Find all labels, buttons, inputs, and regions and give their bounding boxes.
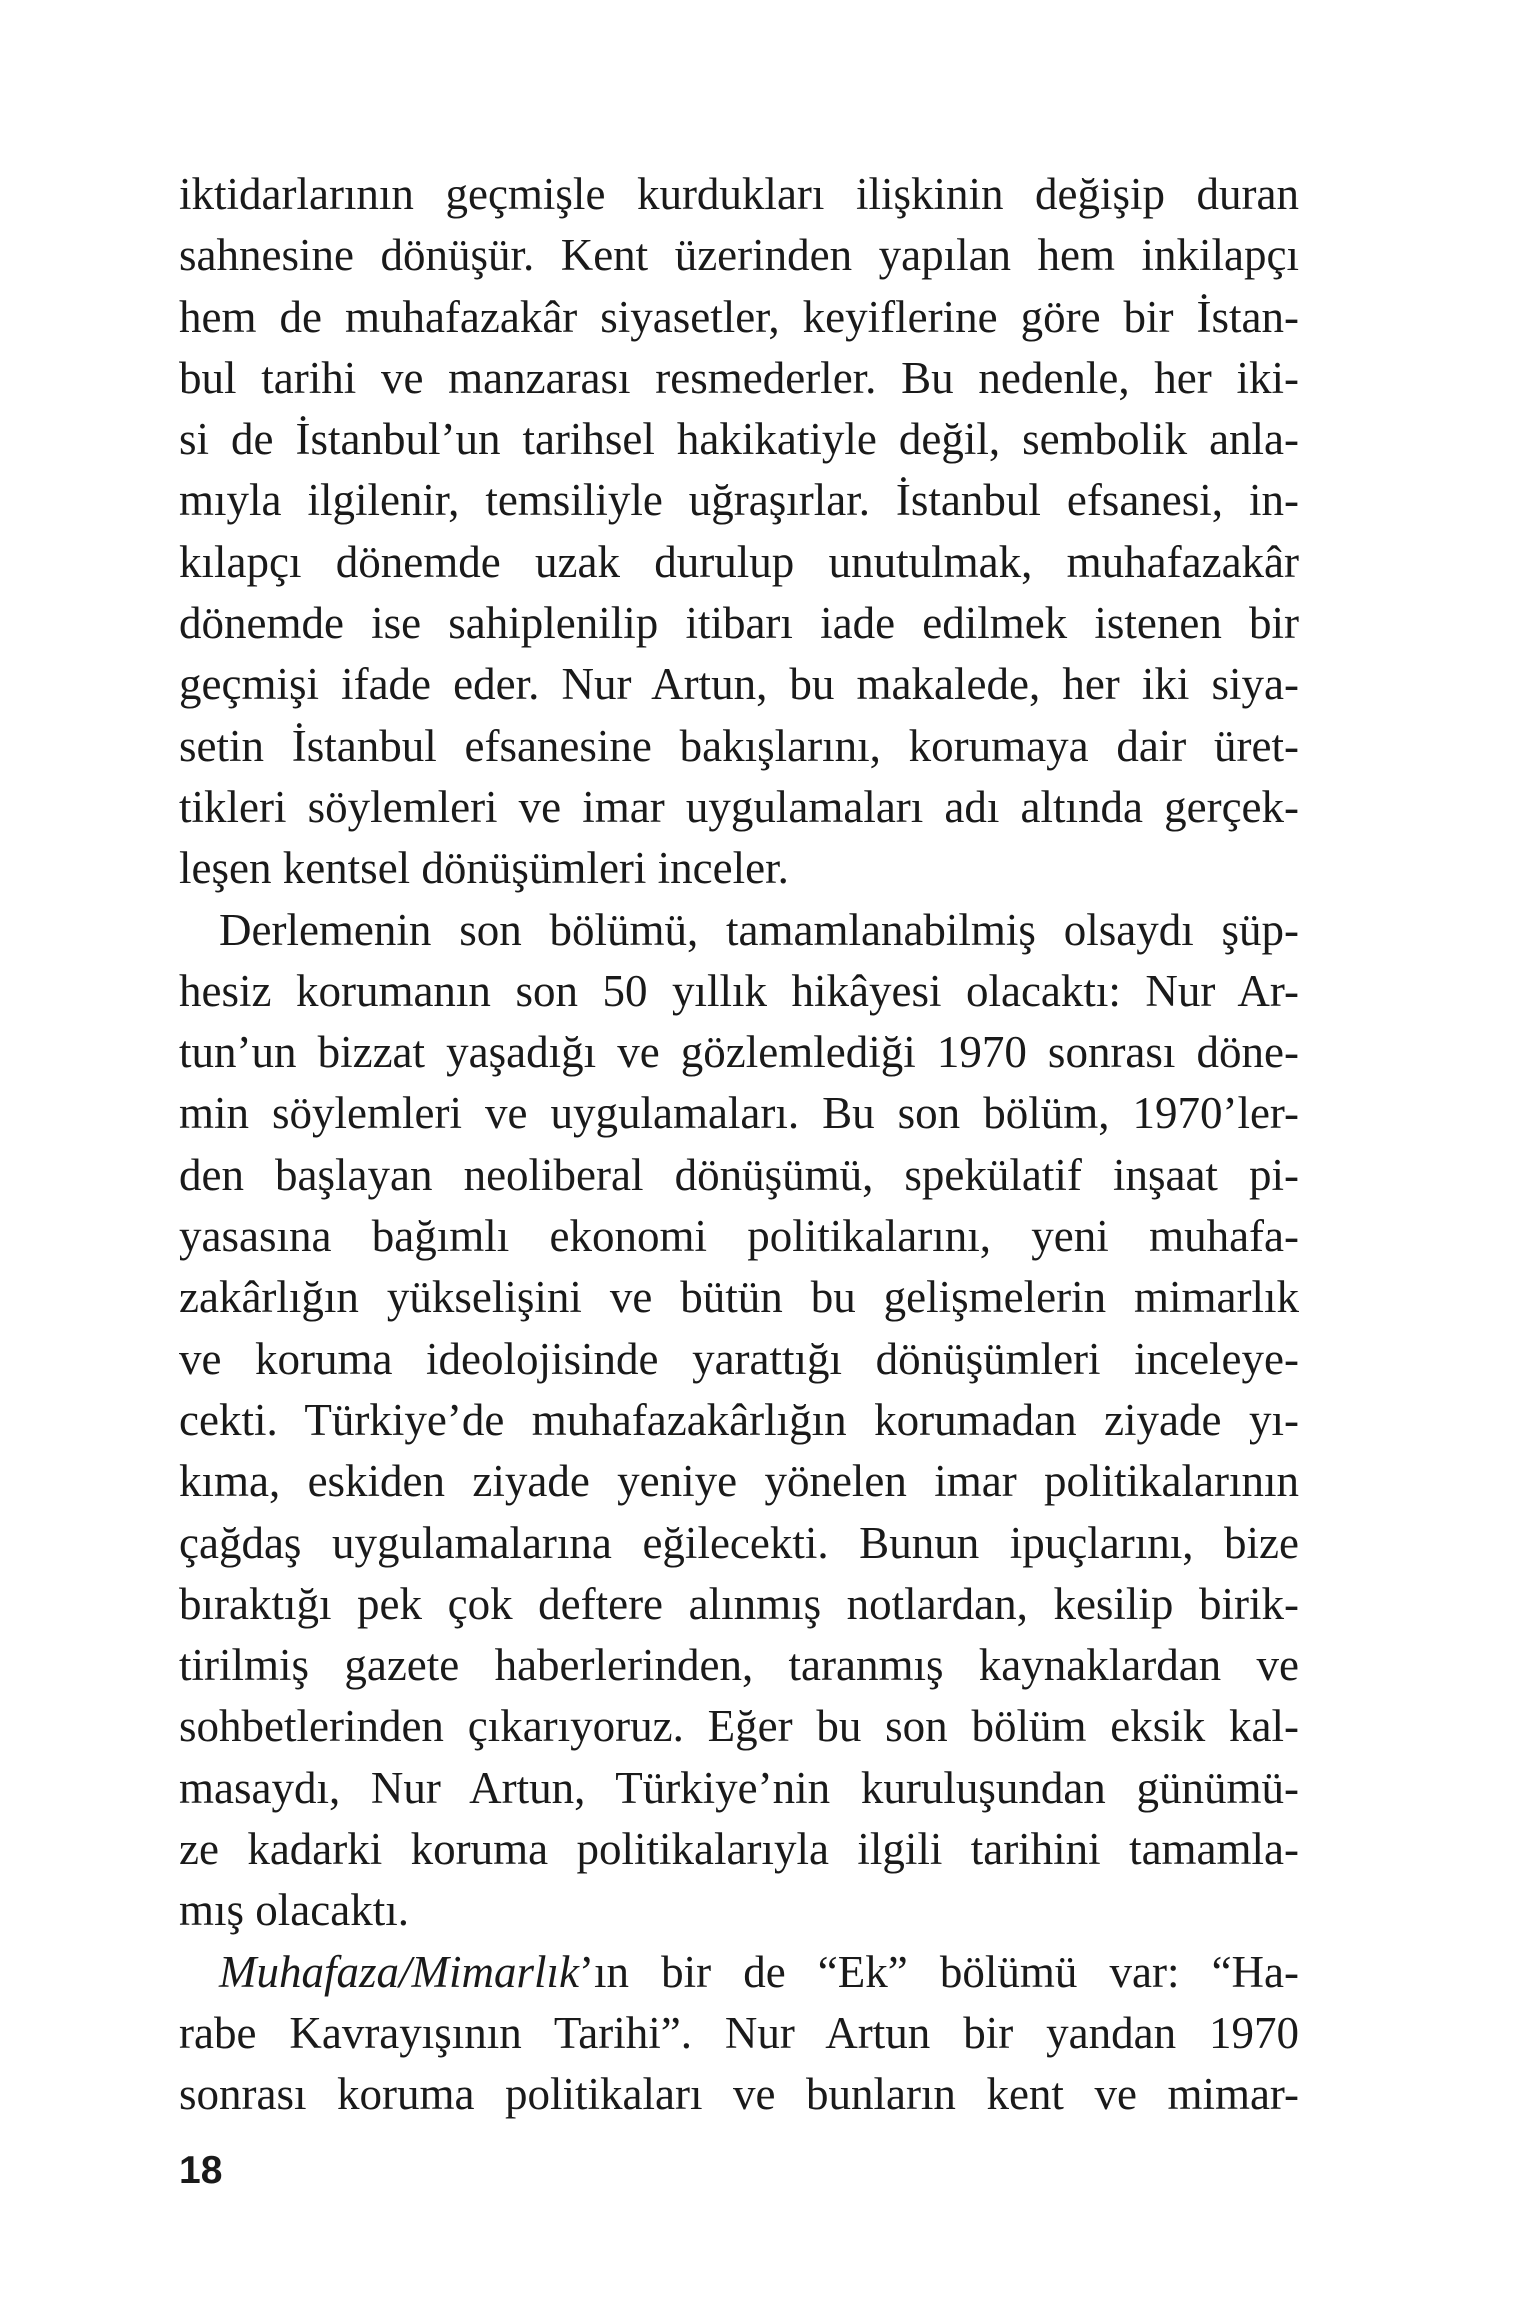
text-line: sonrası koruma politikaları ve bunların kent ve mimar- [179,2069,1299,2120]
text-line: geçmişi ifade eder. Nur Artun, bu makalede, her iki siya- [179,659,1299,710]
text-line: bıraktığı pek çok deftere alınmış notlardan, kesilip birik- [179,1578,1299,1629]
text-line: tikleri söylemleri ve imar uygulamaları adı altında gerçek- [179,781,1299,832]
text-line: zakârlığın yükselişini ve bütün bu gelişmelerin mimarlık [179,1272,1299,1323]
text-line: tirilmiş gazete haberlerinden, taranmış kaynaklardan ve [179,1640,1299,1691]
text-line: iktidarlarının geçmişle kurdukları ilişkinin değişip duran [179,169,1299,219]
text-line: sohbetlerinden çıkarıyoruz. Eğer bu son bölüm eksik kal- [179,1701,1299,1752]
text-line: yasasına bağımlı ekonomi politikalarını, yeni muhafa- [179,1211,1299,1262]
text-line: si de İstanbul’un tarihsel hakikatiyle değil, sembolik anla- [179,414,1299,465]
text-line: rabe Kavrayışının Tarihi”. Nur Artun bir yandan 1970 [179,2007,1299,2058]
text-line: min söylemleri ve uygulamaları. Bu son bölüm, 1970’ler- [179,1088,1299,1139]
book-title-italic: Muhafaza/Mimarlık [219,1946,579,1997]
text-line: tun’un bizzat yaşadığı ve gözlemlediği 1970 sonrası döne- [179,1027,1299,1078]
text-line [179,1942,1299,2003]
text-line: hesiz korumanın son 50 yıllık hikâyesi olacaktı: Nur Ar- [179,965,1299,1016]
text-line: bul tarihi ve manzarası resmederler. Bu nedenle, her iki- [179,352,1299,403]
body-text [179,164,1299,2126]
page-number: 18 [179,2149,223,2192]
text-line: Derlemenin son bölümü, tamamlanabilmiş olsaydı şüp- [219,904,1299,955]
text-line: den başlayan neoliberal dönüşümü, spekülatif inşaat pi- [179,1149,1299,1200]
text-line: sahnesine dönüşür. Kent üzerinden yapılan hem inkilapçı [179,230,1299,281]
paragraph [179,164,1299,900]
text-line: kılapçı dönemde uzak durulup unutulmak, muhafazakâr [179,536,1299,587]
text-line: leşen kentsel dönüşümleri inceler. [179,843,789,894]
text-line: kıma, eskiden ziyade yeniye yönelen imar politikalarının [179,1456,1299,1507]
text-line: ze kadarki koruma politikalarıyla ilgili tarihini tamamla- [179,1824,1299,1875]
text-line: mıyla ilgilenir, temsiliyle uğraşırlar. İstanbul efsanesi, in- [179,475,1299,526]
paragraph [179,900,1299,1942]
text-segment: ’ın bir de “Ek” bölümü var: “Ha- [578,1946,1299,1997]
text-line: masaydı, Nur Artun, Türkiye’nin kuruluşundan günümü- [179,1762,1299,1813]
text-line: mış olacaktı. [179,1885,409,1936]
text-line: setin İstanbul efsanesine bakışlarını, korumaya dair üret- [179,720,1299,771]
text-line: çağdaş uygulamalarına eğilecekti. Bunun ipuçlarını, bize [179,1517,1299,1568]
text-line: hem de muhafazakâr siyasetler, keyiflerine göre bir İstan- [179,291,1299,342]
text-line: ve koruma ideolojisinde yarattığı dönüşümleri inceleye- [179,1333,1299,1384]
text-line: dönemde ise sahiplenilip itibarı iade edilmek istenen bir [179,598,1299,649]
text-line: cekti. Türkiye’de muhafazakârlığın korumadan ziyade yı- [179,1394,1299,1445]
paragraph [179,1942,1299,2126]
